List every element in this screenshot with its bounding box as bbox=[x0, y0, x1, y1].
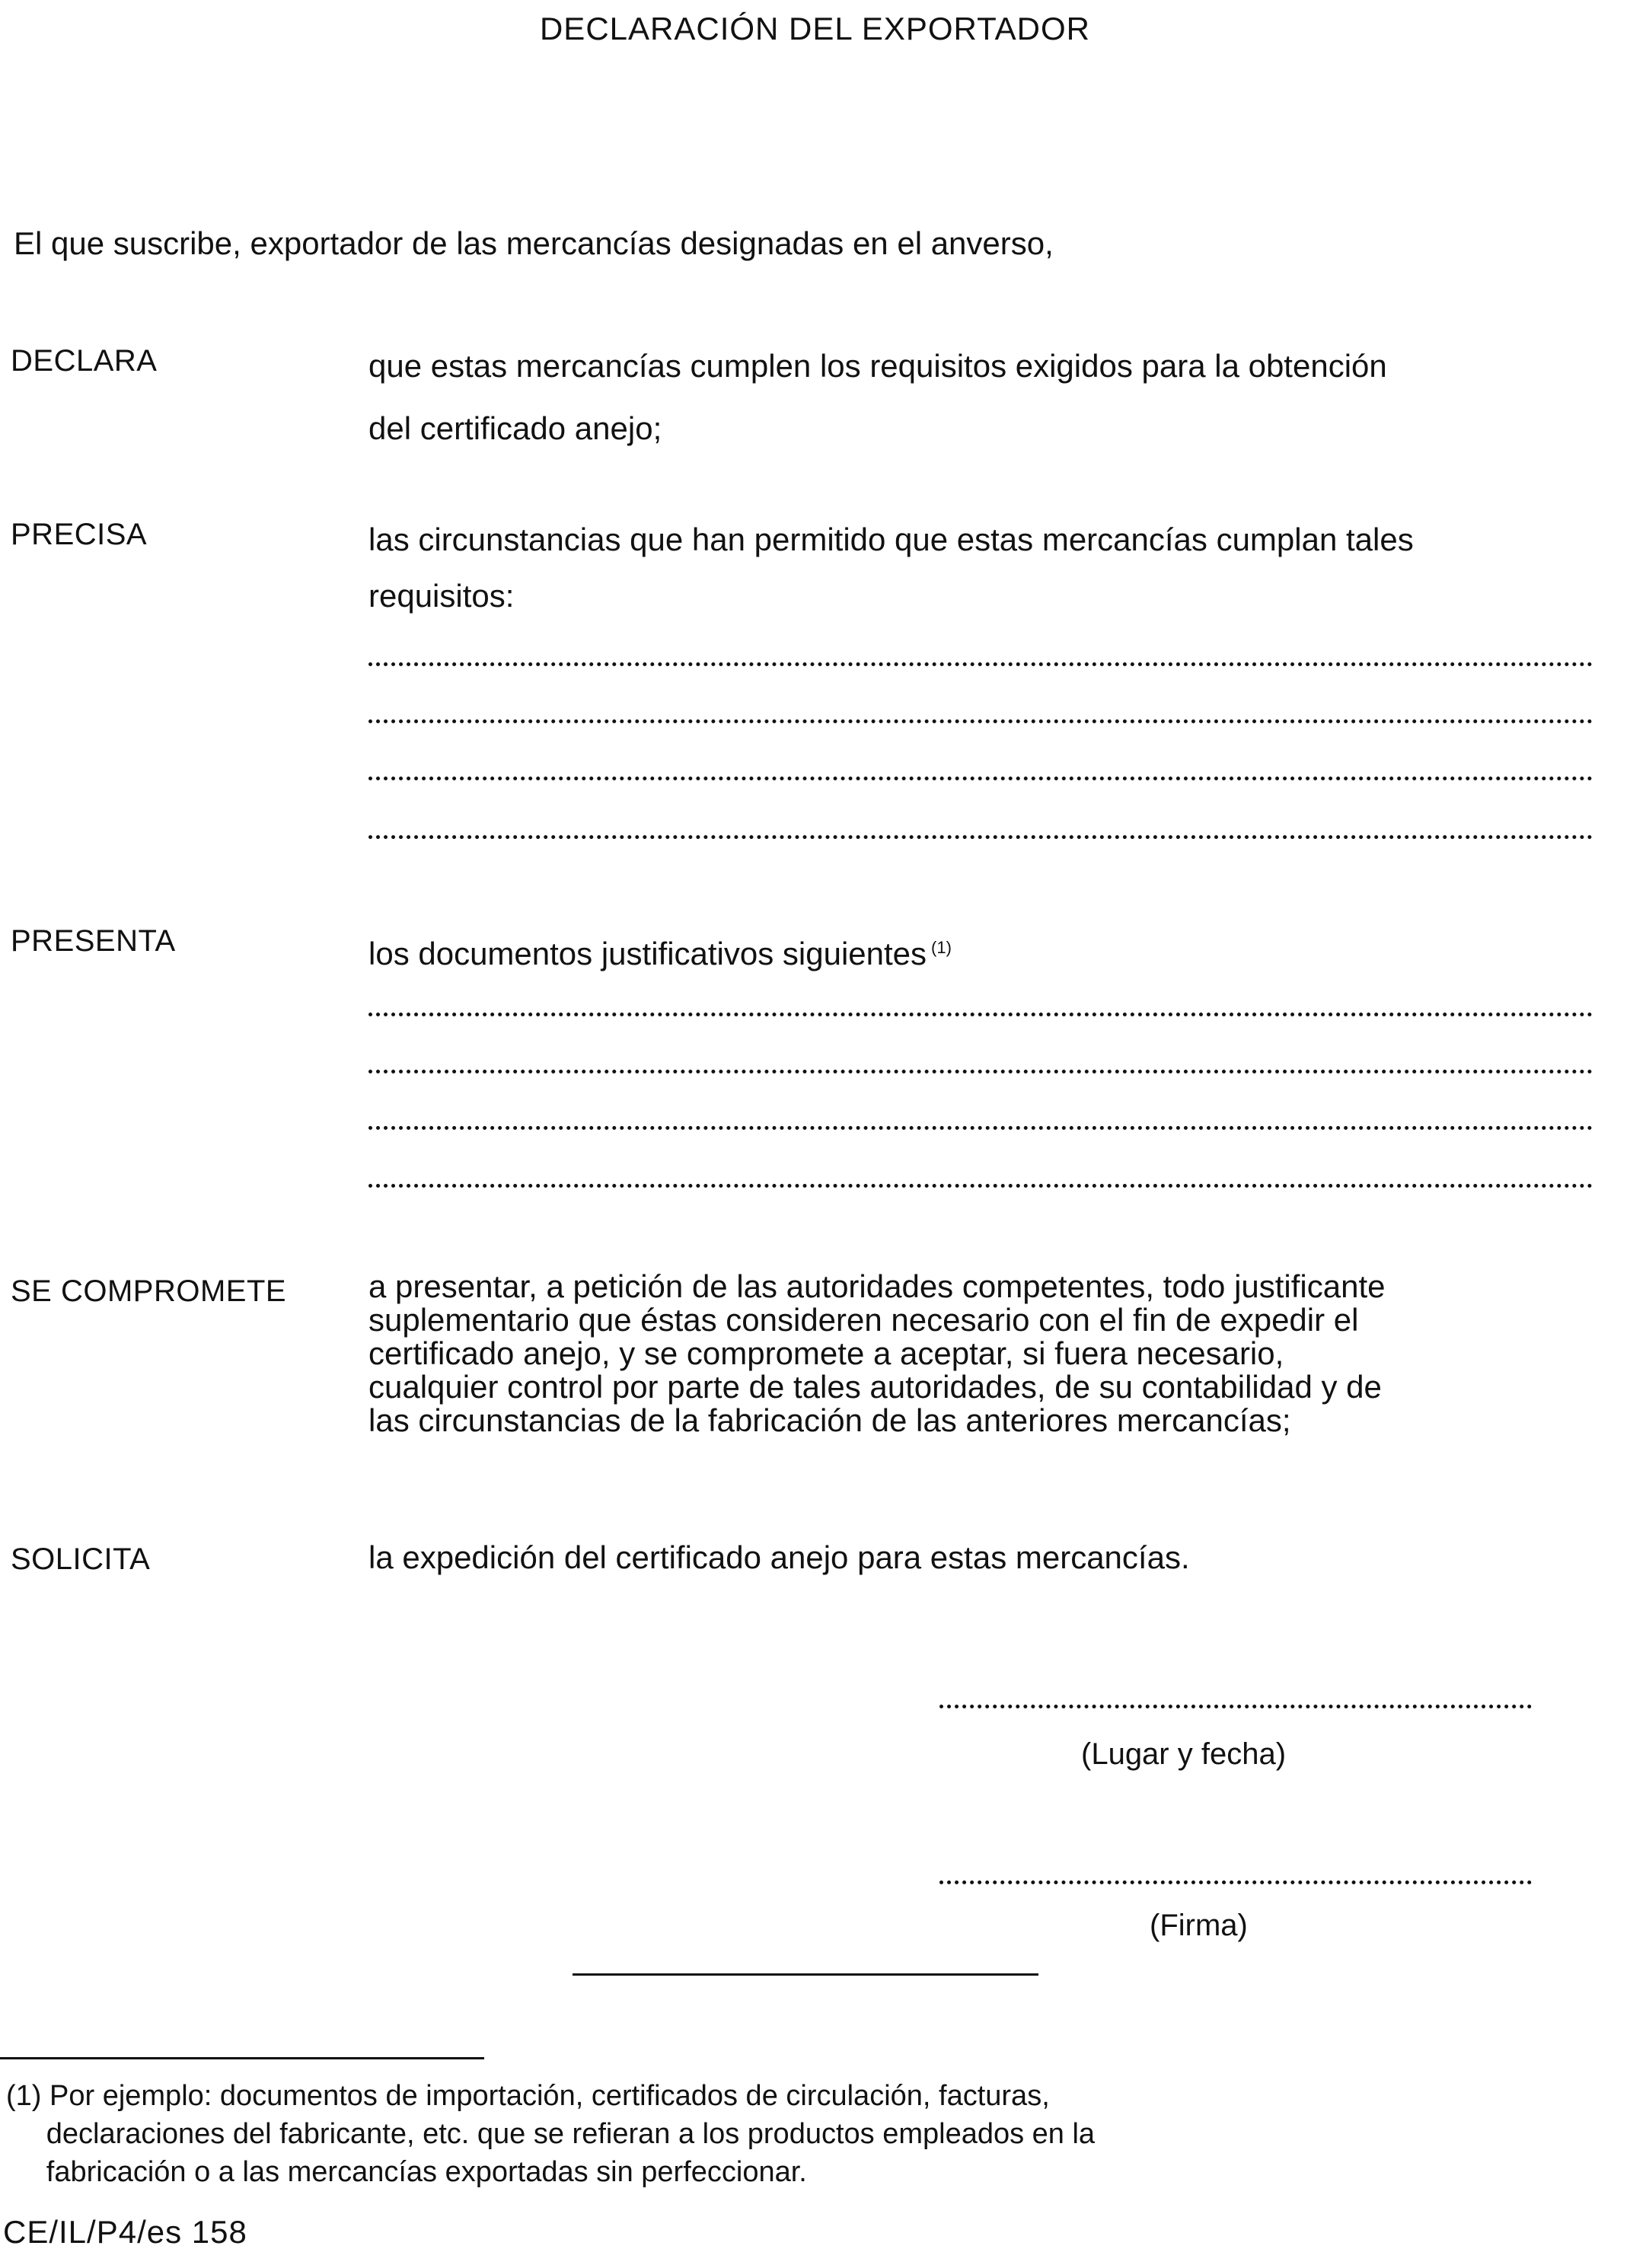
precisa-dotted-line-4[interactable] bbox=[368, 835, 1593, 839]
footnote-reference: (1) bbox=[931, 938, 952, 957]
footnote-line-3: fabricación o a las mercancías exportadas sin perfeccionar. bbox=[6, 2156, 807, 2188]
footnote-separator bbox=[0, 2057, 484, 2059]
presenta-dotted-line-1[interactable] bbox=[368, 1013, 1593, 1016]
precisa-line-2: requisitos: bbox=[368, 578, 515, 614]
footnote-line-2: declaraciones del fabricante, etc. que se refieran a los productos empleados en la bbox=[6, 2118, 1096, 2150]
signature-caption: (Firma) bbox=[1150, 1909, 1248, 1942]
place-date-dotted-line[interactable] bbox=[939, 1705, 1532, 1708]
document-code: CE/IL/P4/es 158 bbox=[3, 2214, 247, 2250]
se-compromete-line-3: certificado anejo, y se compromete a aceptar, si fuera necesario, bbox=[368, 1335, 1284, 1371]
solicita-line-1: la expedición del certificado anejo para estas mercancías. bbox=[368, 1539, 1190, 1575]
se-compromete-line-5: las circunstancias de la fabricación de las anteriores mercancías; bbox=[368, 1402, 1291, 1438]
presenta-dotted-line-3[interactable] bbox=[368, 1126, 1593, 1130]
closing-rule bbox=[573, 1973, 1038, 1976]
precisa-dotted-line-1[interactable] bbox=[368, 662, 1593, 666]
presenta-text: los documentos justificativos siguientes bbox=[368, 936, 927, 971]
solicita-label: SOLICITA bbox=[11, 1542, 151, 1576]
se-compromete-line-2: suplementario que éstas consideren necesario con el fin de expedir el bbox=[368, 1302, 1359, 1338]
se-compromete-label: SE COMPROMETE bbox=[11, 1274, 287, 1308]
page-title: DECLARACIÓN DEL EXPORTADOR bbox=[539, 11, 1091, 46]
se-compromete-line-1: a presentar, a petición de las autoridades competentes, todo justificante bbox=[368, 1268, 1386, 1304]
declara-line-2: del certificado anejo; bbox=[368, 410, 662, 446]
place-date-caption: (Lugar y fecha) bbox=[1081, 1737, 1287, 1771]
presenta-label: PRESENTA bbox=[11, 924, 176, 958]
declara-line-1: que estas mercancías cumplen los requisitos exigidos para la obtención bbox=[368, 348, 1387, 384]
presenta-line-1 bbox=[368, 917, 952, 985]
presenta-dotted-line-2[interactable] bbox=[368, 1070, 1593, 1073]
presenta-dotted-line-4[interactable] bbox=[368, 1184, 1593, 1188]
signature-dotted-line[interactable] bbox=[939, 1880, 1532, 1884]
precisa-label: PRECISA bbox=[11, 518, 148, 551]
se-compromete-line-4: cualquier control por parte de tales autoridades, de su contabilidad y de bbox=[368, 1369, 1382, 1405]
precisa-dotted-line-3[interactable] bbox=[368, 777, 1593, 780]
footnote-line-1: (1) Por ejemplo: documentos de importación, certificados de circulación, facturas, bbox=[6, 2080, 1050, 2112]
precisa-dotted-line-2[interactable] bbox=[368, 719, 1593, 723]
intro-text: El que suscribe, exportador de las mercancías designadas en el anverso, bbox=[14, 225, 1054, 261]
declara-label: DECLARA bbox=[11, 344, 158, 378]
precisa-line-1: las circunstancias que han permitido que estas mercancías cumplan tales bbox=[368, 522, 1414, 557]
